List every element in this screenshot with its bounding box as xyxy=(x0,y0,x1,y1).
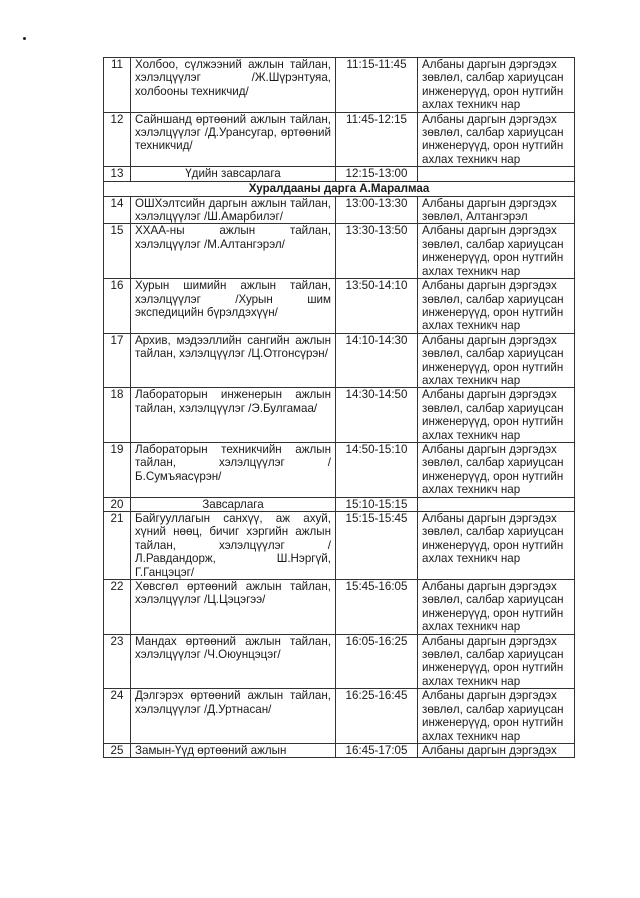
agenda-item: ОШХэлтсийн даргын ажлын тайлан, хэлэлцүүлэг /Ш.Амарбилэг/ xyxy=(131,196,336,224)
time-slot: 15:10-15:15 xyxy=(336,497,418,511)
schedule-table xyxy=(103,57,575,758)
row-number: 15 xyxy=(104,224,131,279)
participants xyxy=(418,497,575,511)
participants: Албаны даргын дэргэдэх зөвлөл, салбар хариуцсан инженерүүд, орон нутгийн ахлах техникч нар xyxy=(418,333,575,388)
participants: Албаны даргын дэргэдэх зөвлөл, салбар хариуцсан инженерүүд, орон нутгийн ахлах техникч нар xyxy=(418,634,575,689)
time-slot: 14:50-15:10 xyxy=(336,442,418,497)
participants: Албаны даргын дэргэдэх зөвлөл, салбар хариуцсан инженерүүд, орон нутгийн ахлах техникч нар xyxy=(418,442,575,497)
agenda-item: Замын-Үүд өртөөний ажлын xyxy=(131,743,336,757)
time-slot: 12:15-13:00 xyxy=(336,167,418,181)
table-row xyxy=(104,743,575,757)
table-row xyxy=(104,58,575,113)
agenda-item: Лабораторын техникчийн ажлын тайлан, хэлэлцүүлэг /Б.Сумъяасүрэн/ xyxy=(131,442,336,497)
agenda-item: ХХАА-ны ажлын тайлан, хэлэлцүүлэг /М.Алтангэрэл/ xyxy=(131,224,336,279)
agenda-item: Хурын шимийн ажлын тайлан, хэлэлцүүлэг /Хурын шим экспедицийн бүрэлдэхүүн/ xyxy=(131,279,336,334)
participants: Албаны даргын дэргэдэх зөвлөл, Алтангэрэл xyxy=(418,196,575,224)
row-number: 11 xyxy=(104,58,131,113)
table-row xyxy=(104,497,575,511)
agenda-item: Үдийн завсарлага xyxy=(131,167,336,181)
time-slot: 14:30-14:50 xyxy=(336,388,418,443)
participants: Албаны даргын дэргэдэх зөвлөл, салбар хариуцсан инженерүүд, орон нутгийн ахлах техникч нар xyxy=(418,58,575,113)
agenda-item: Байгууллагын санхүү, аж ахуй, хүний нөөц, бичиг хэргийн ажлын тайлан, хэлэлцүүлэг /Л.Равдандорж, Ш.Нэргүй, Г.Ганцэцэг/ xyxy=(131,512,336,580)
participants: Албаны даргын дэргэдэх зөвлөл, салбар хариуцсан инженерүүд, орон нутгийн ахлах техникч нар xyxy=(418,224,575,279)
row-number: 23 xyxy=(104,634,131,689)
time-slot: 13:00-13:30 xyxy=(336,196,418,224)
table-row xyxy=(104,224,575,279)
table-row xyxy=(104,167,575,181)
row-number: 20 xyxy=(104,497,131,511)
agenda-item: Холбоо, сүлжээний ажлын тайлан, хэлэлцүүлэг /Ж.Шүрэнтуяа, холбооны техникчид/ xyxy=(131,58,336,113)
time-slot: 13:50-14:10 xyxy=(336,279,418,334)
participants: Албаны даргын дэргэдэх зөвлөл, салбар хариуцсан инженерүүд, орон нутгийн ахлах техникч нар xyxy=(418,580,575,635)
scan-speck xyxy=(23,37,26,40)
table-row xyxy=(104,112,575,167)
table-row xyxy=(104,689,575,744)
time-slot: 11:15-11:45 xyxy=(336,58,418,113)
row-number: 24 xyxy=(104,689,131,744)
table-row xyxy=(104,442,575,497)
agenda-item: Мандах өртөөний ажлын тайлан, хэлэлцүүлэг /Ч.Оюунцэцэг/ xyxy=(131,634,336,689)
row-number: 18 xyxy=(104,388,131,443)
time-slot: 15:45-16:05 xyxy=(336,580,418,635)
row-number: 16 xyxy=(104,279,131,334)
table-row xyxy=(104,580,575,635)
participants: Албаны даргын дэргэдэх зөвлөл, салбар хариуцсан инженерүүд, орон нутгийн ахлах техникч нар xyxy=(418,279,575,334)
row-number: 19 xyxy=(104,442,131,497)
participants: Албаны даргын дэргэдэх xyxy=(418,743,575,757)
table-row xyxy=(104,279,575,334)
row-number: 21 xyxy=(104,512,131,580)
participants: Албаны даргын дэргэдэх зөвлөл, салбар хариуцсан инженерүүд, орон нутгийн ахлах техникч нар xyxy=(418,689,575,744)
agenda-item: Дэлгэрэх өртөөний ажлын тайлан, хэлэлцүүлэг /Д.Уртнасан/ xyxy=(131,689,336,744)
table-row xyxy=(104,196,575,224)
time-slot: 16:45-17:05 xyxy=(336,743,418,757)
time-slot: 11:45-12:15 xyxy=(336,112,418,167)
time-slot: 15:15-15:45 xyxy=(336,512,418,580)
time-slot: 13:30-13:50 xyxy=(336,224,418,279)
participants: Албаны даргын дэргэдэх зөвлөл, салбар хариуцсан инженерүүд, орон нутгийн ахлах техникч нар xyxy=(418,388,575,443)
session-chair-title: Хуралдааны дарга А.Маралмаа xyxy=(104,181,575,196)
participants: Албаны даргын дэргэдэх зөвлөл, салбар хариуцсан инженерүүд, орон нутгийн ахлах техникч нар xyxy=(418,112,575,167)
agenda-item: Сайншанд өртөөний ажлын тайлан, хэлэлцүүлэг /Д.Урансугар, өртөөний техникчид/ xyxy=(131,112,336,167)
agenda-item: Лабораторын инженерын ажлын тайлан, хэлэлцүүлэг /Э.Булгамаа/ xyxy=(131,388,336,443)
row-number: 17 xyxy=(104,333,131,388)
table-row xyxy=(104,388,575,443)
agenda-item: Архив, мэдээллийн сангийн ажлын тайлан, хэлэлцүүлэг /Ц.Отгонсүрэн/ xyxy=(131,333,336,388)
row-number: 25 xyxy=(104,743,131,757)
participants xyxy=(418,167,575,181)
row-number: 14 xyxy=(104,196,131,224)
time-slot: 14:10-14:30 xyxy=(336,333,418,388)
table-row xyxy=(104,634,575,689)
row-number: 22 xyxy=(104,580,131,635)
time-slot: 16:25-16:45 xyxy=(336,689,418,744)
agenda-item: Хөвсгөл өртөөний ажлын тайлан, хэлэлцүүлэг /Ц.Цэцэгээ/ xyxy=(131,580,336,635)
session-header-row xyxy=(104,181,575,196)
table-row xyxy=(104,333,575,388)
table-row xyxy=(104,512,575,580)
row-number: 12 xyxy=(104,112,131,167)
participants: Албаны даргын дэргэдэх зөвлөл, салбар хариуцсан инженерүүд, орон нутгийн ахлах техникч нар xyxy=(418,512,575,580)
time-slot: 16:05-16:25 xyxy=(336,634,418,689)
agenda-item: Завсарлага xyxy=(131,497,336,511)
row-number: 13 xyxy=(104,167,131,181)
